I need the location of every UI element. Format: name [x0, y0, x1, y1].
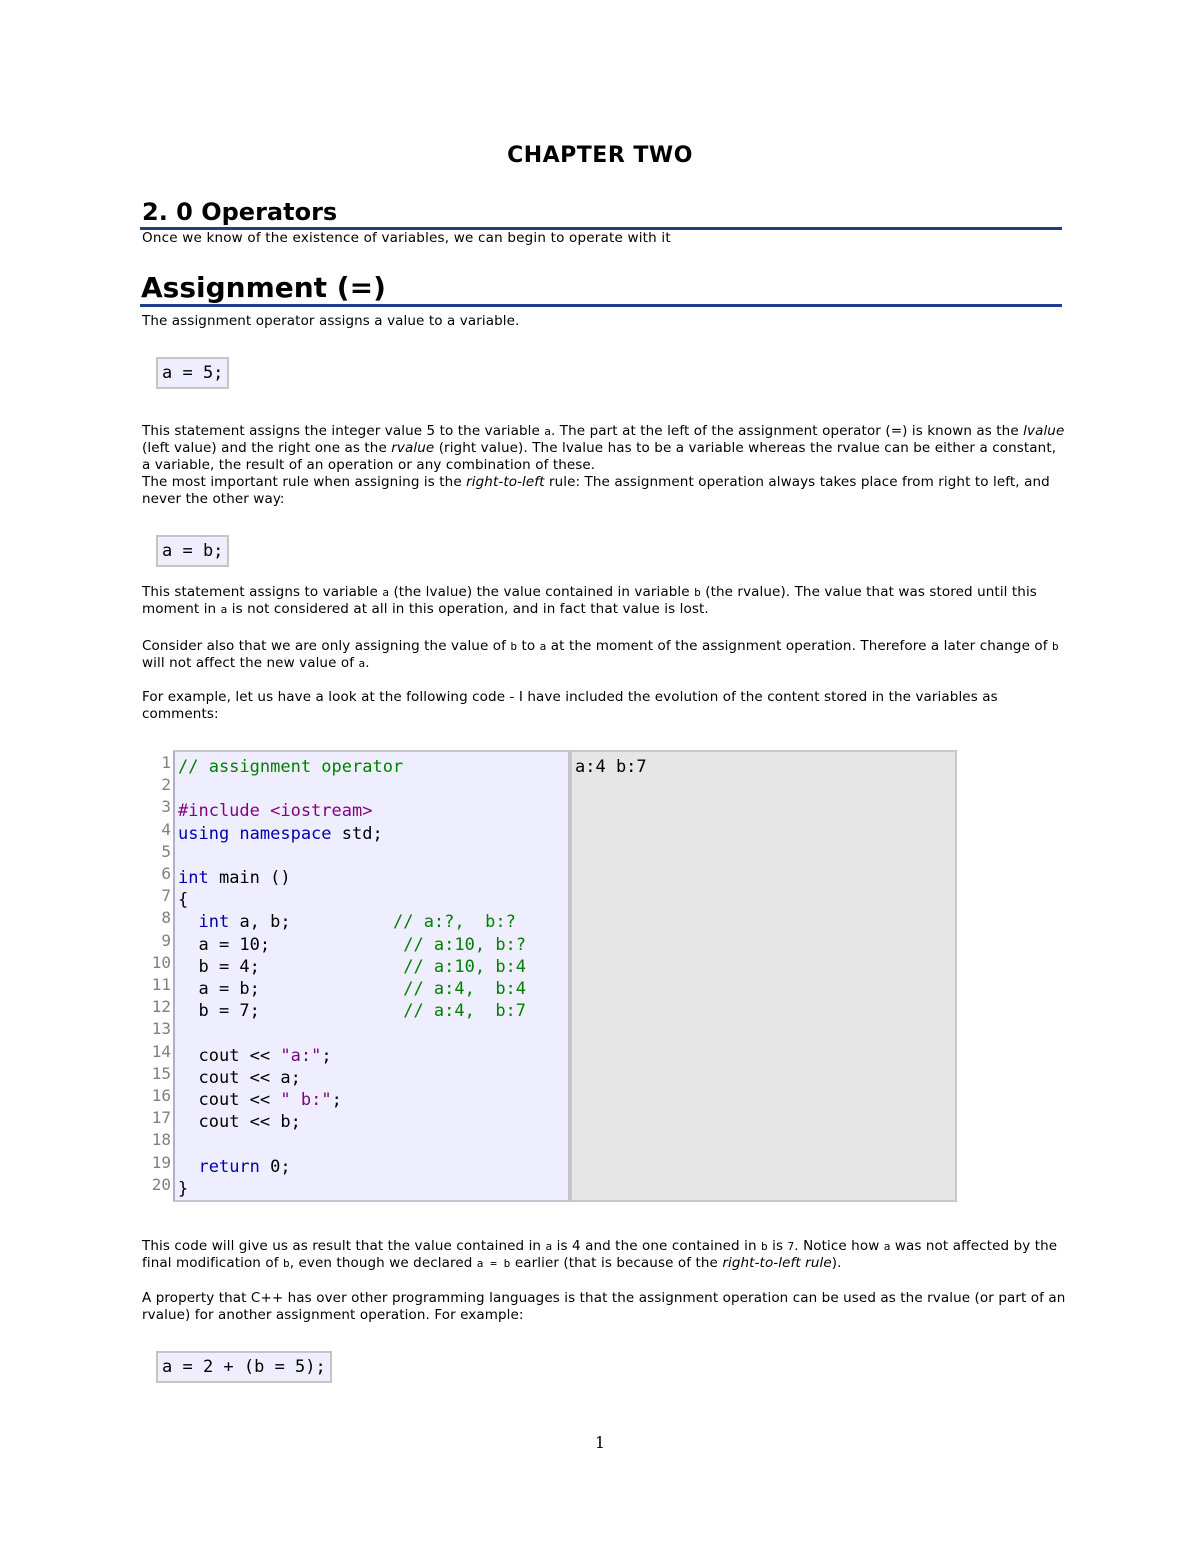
chapter-title: CHAPTER TWO [507, 143, 693, 168]
line-numbers: 1 2 3 4 5 6 7 8 9 10 11 12 13 14 15 16 17 18 19 20 [151, 753, 171, 1194]
paragraph: Consider also that we are only assigning the value of b to a at the moment of the assignment operation. Therefore a later change of b will not affect the new value of a. [142, 638, 1059, 671]
assignment-heading: Assignment (=) [141, 271, 386, 304]
code-snippet: a = b; [156, 535, 229, 567]
code-snippet: a = 5; [156, 357, 229, 389]
paragraph: For example, let us have a look at the following code - I have included the evolution of the content stored in the variables as comments: [142, 689, 998, 722]
section-intro: Once we know of the existence of variables, we can begin to operate with it [142, 230, 671, 246]
source-code-panel: // assignment operator #include <iostream> using namespace std; int main () { int a, b; // a:?, b:? a = 10; // a:10, b:? b = 4; // a:10, b:4 a = b; // a:4, b:4 b = 7; // a:4, b:7 cout << "a:"; cout << a; cout << " b:"; cout << b; return 0; } [173, 750, 570, 1202]
paragraph: This code will give us as result that the value contained in a is 4 and the one contained in b is 7. Notice how a was not affected by the final modification of b, even though we declared a = b earlier (that is because of the right-to-left rule). [142, 1238, 1058, 1271]
paragraph: A property that C++ has over other programming languages is that the assignment operation can be used as the rvalue (or part of an rvalue) for another assignment operation. For example: [142, 1290, 1066, 1323]
program-output: a:4 b:7 [575, 757, 647, 777]
page-number: 1 [594, 1433, 606, 1452]
code-snippet: a = 2 + (b = 5); [156, 1351, 332, 1383]
code-example [140, 750, 957, 1202]
paragraph: This statement assigns to variable a (the lvalue) the value contained in variable b (the rvalue). The value that was stored until this moment in a is not considered at all in this operation, and in fact that value is lost. [142, 584, 1037, 617]
heading-rule [140, 304, 1062, 307]
paragraph: This statement assigns the integer value 5 to the variable a. The part at the left of the assignment operator (=) is known as the lvalue (left value) and the right one as the rvalue (right value). The lvalue has to be a variable whereas the rvalue can be either a constant, a variable, the result of an operation or any combination of these. The most important rule when assigning is the right-to-left rule: The assignment operation always takes place from right to left, and never the other way: [142, 423, 1065, 507]
output-panel [570, 750, 957, 1202]
assignment-intro: The assignment operator assigns a value to a variable. [142, 313, 520, 329]
section-heading: 2. 0 Operators [142, 198, 338, 226]
